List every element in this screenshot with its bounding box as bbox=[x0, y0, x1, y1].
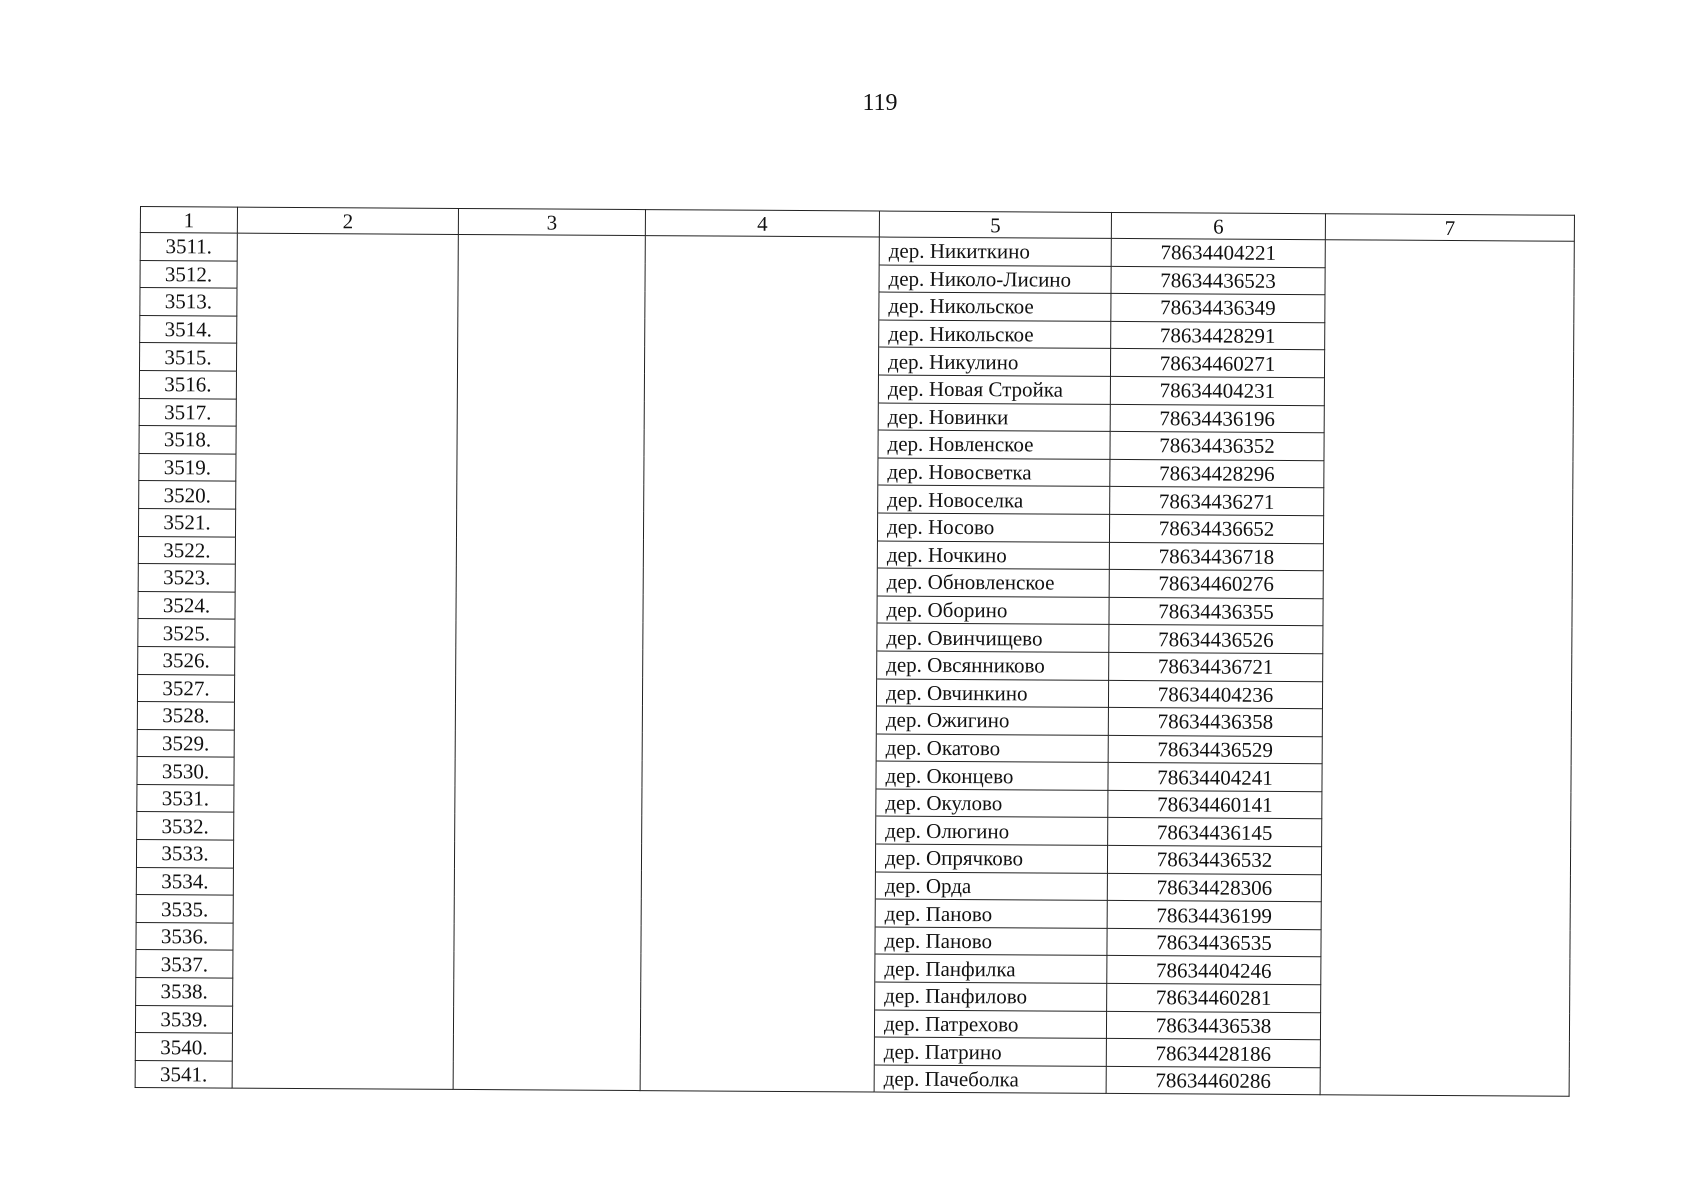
empty-cell-col-4 bbox=[643, 649, 877, 678]
place-name-cell: дер. Овчинкино bbox=[876, 679, 1108, 708]
place-name-cell: дер. Паново bbox=[875, 927, 1107, 956]
place-name-cell: дер. Патрехово bbox=[874, 1010, 1106, 1039]
place-name-cell: дер. Носово bbox=[877, 513, 1109, 542]
row-number-cell: 3538. bbox=[136, 978, 233, 1006]
empty-cell-col-4 bbox=[643, 512, 877, 541]
empty-cell-col-2 bbox=[235, 509, 456, 538]
empty-cell-col-2 bbox=[233, 868, 454, 897]
empty-cell-col-7 bbox=[1322, 736, 1571, 765]
oktmo-code-cell: 78634436538 bbox=[1106, 1011, 1320, 1040]
place-name-cell: дер. Оборино bbox=[877, 596, 1109, 625]
column-header-7: 7 bbox=[1325, 214, 1574, 242]
empty-cell-col-4 bbox=[640, 1008, 874, 1037]
empty-cell-col-3 bbox=[458, 262, 645, 291]
empty-cell-col-7 bbox=[1323, 654, 1572, 683]
empty-cell-col-7 bbox=[1321, 985, 1570, 1014]
empty-cell-col-7 bbox=[1322, 819, 1571, 848]
oktmo-code-cell: 78634404231 bbox=[1110, 376, 1324, 405]
oktmo-code-cell: 78634428186 bbox=[1106, 1039, 1320, 1068]
empty-cell-col-2 bbox=[234, 675, 455, 704]
empty-cell-col-4 bbox=[643, 622, 877, 651]
oktmo-code-cell: 78634436652 bbox=[1109, 514, 1323, 543]
place-name-cell: дер. Обновленское bbox=[877, 568, 1109, 597]
row-number-cell: 3532. bbox=[137, 812, 234, 840]
empty-cell-col-2 bbox=[237, 261, 458, 290]
empty-cell-col-3 bbox=[454, 869, 641, 898]
empty-cell-col-4 bbox=[644, 346, 878, 375]
oktmo-code-cell: 78634436526 bbox=[1109, 625, 1323, 654]
oktmo-code-cell: 78634404236 bbox=[1108, 680, 1322, 709]
oktmo-code-cell: 78634436721 bbox=[1109, 652, 1323, 681]
column-header-4: 4 bbox=[645, 210, 879, 237]
oktmo-code-cell: 78634436271 bbox=[1110, 487, 1324, 516]
empty-cell-col-3 bbox=[455, 731, 642, 760]
empty-cell-col-4 bbox=[642, 815, 876, 844]
empty-cell-col-7 bbox=[1324, 433, 1573, 462]
empty-cell-col-3 bbox=[456, 566, 643, 595]
empty-cell-col-2 bbox=[232, 1061, 453, 1090]
column-header-5: 5 bbox=[879, 211, 1111, 238]
oktmo-code-cell: 78634436532 bbox=[1107, 845, 1321, 874]
empty-cell-col-7 bbox=[1323, 571, 1572, 600]
row-number-cell: 3511. bbox=[140, 233, 237, 261]
empty-cell-col-4 bbox=[645, 236, 879, 265]
row-number-cell: 3541. bbox=[135, 1060, 232, 1088]
oktmo-code-cell: 78634404241 bbox=[1108, 763, 1322, 792]
empty-cell-col-2 bbox=[236, 426, 457, 455]
row-number-cell: 3529. bbox=[137, 729, 234, 757]
oktmo-code-cell: 78634460286 bbox=[1106, 1066, 1320, 1095]
row-number-cell: 3533. bbox=[136, 840, 233, 868]
empty-cell-col-4 bbox=[641, 870, 875, 899]
empty-cell-col-7 bbox=[1325, 267, 1574, 296]
empty-cell-col-3 bbox=[457, 372, 644, 401]
oktmo-code-cell: 78634404221 bbox=[1111, 238, 1325, 267]
empty-cell-col-2 bbox=[233, 895, 454, 924]
row-number-cell: 3536. bbox=[136, 922, 233, 950]
empty-cell-col-3 bbox=[454, 952, 641, 981]
empty-cell-col-3 bbox=[454, 924, 641, 953]
table-body bbox=[135, 233, 1574, 1097]
empty-cell-col-4 bbox=[640, 1063, 874, 1092]
oktmo-code-cell: 78634436355 bbox=[1109, 597, 1323, 626]
empty-cell-col-2 bbox=[232, 1006, 453, 1035]
place-name-cell: дер. Новинки bbox=[878, 403, 1110, 432]
place-name-cell: дер. Олюгино bbox=[876, 816, 1108, 845]
empty-cell-col-3 bbox=[456, 593, 643, 622]
column-header-1: 1 bbox=[140, 207, 237, 234]
empty-cell-col-4 bbox=[642, 732, 876, 761]
empty-cell-col-4 bbox=[643, 594, 877, 623]
empty-cell-col-4 bbox=[642, 760, 876, 789]
place-name-cell: дер. Никиткино bbox=[879, 237, 1111, 266]
place-name-cell: дер. Панфилово bbox=[875, 982, 1107, 1011]
empty-cell-col-7 bbox=[1320, 1040, 1569, 1069]
empty-cell-col-4 bbox=[644, 484, 878, 513]
empty-cell-col-4 bbox=[642, 705, 876, 734]
oktmo-code-cell: 78634460281 bbox=[1107, 983, 1321, 1012]
empty-cell-col-7 bbox=[1324, 460, 1573, 489]
oktmo-code-cell: 78634436529 bbox=[1108, 735, 1322, 764]
empty-cell-col-2 bbox=[234, 813, 455, 842]
empty-cell-col-3 bbox=[457, 483, 644, 512]
empty-cell-col-3 bbox=[454, 979, 641, 1008]
empty-cell-col-3 bbox=[453, 1035, 640, 1064]
place-name-cell: дер. Орда bbox=[875, 872, 1107, 901]
oktmo-code-cell: 78634436199 bbox=[1107, 901, 1321, 930]
empty-cell-col-2 bbox=[235, 647, 456, 676]
oktmo-code-cell: 78634428306 bbox=[1107, 873, 1321, 902]
empty-cell-col-3 bbox=[456, 621, 643, 650]
column-header-2: 2 bbox=[237, 207, 458, 234]
empty-cell-col-7 bbox=[1320, 1012, 1569, 1041]
empty-cell-col-2 bbox=[236, 399, 457, 428]
row-number-cell: 3522. bbox=[138, 536, 235, 564]
oktmo-code-cell: 78634404246 bbox=[1107, 956, 1321, 985]
row-number-cell: 3524. bbox=[138, 591, 235, 619]
empty-cell-col-2 bbox=[236, 343, 457, 372]
empty-cell-col-2 bbox=[234, 702, 455, 731]
oktmo-code-cell: 78634436145 bbox=[1108, 818, 1322, 847]
place-name-cell: дер. Новая Стройка bbox=[878, 375, 1110, 404]
column-header-3: 3 bbox=[458, 208, 645, 235]
empty-cell-col-4 bbox=[644, 456, 878, 485]
empty-cell-col-7 bbox=[1321, 847, 1570, 876]
row-number-cell: 3537. bbox=[136, 950, 233, 978]
place-name-cell: дер. Овинчищево bbox=[877, 623, 1109, 652]
empty-cell-col-2 bbox=[233, 978, 454, 1007]
empty-cell-col-3 bbox=[457, 428, 644, 457]
empty-cell-col-2 bbox=[236, 481, 457, 510]
empty-cell-col-7 bbox=[1324, 350, 1573, 379]
row-number-cell: 3539. bbox=[135, 1005, 232, 1033]
row-number-cell: 3512. bbox=[140, 260, 237, 288]
oktmo-code-cell: 78634436718 bbox=[1109, 542, 1323, 571]
oktmo-code-cell: 78634436535 bbox=[1107, 928, 1321, 957]
empty-cell-col-7 bbox=[1321, 902, 1570, 931]
empty-cell-col-4 bbox=[644, 374, 878, 403]
empty-cell-col-2 bbox=[235, 592, 456, 621]
empty-cell-col-3 bbox=[457, 400, 644, 429]
empty-cell-col-3 bbox=[457, 345, 644, 374]
oktmo-code-cell: 78634436358 bbox=[1108, 708, 1322, 737]
empty-cell-col-4 bbox=[641, 925, 875, 954]
empty-cell-col-2 bbox=[233, 951, 454, 980]
place-name-cell: дер. Патрино bbox=[874, 1037, 1106, 1066]
row-number-cell: 3535. bbox=[136, 895, 233, 923]
row-number-cell: 3516. bbox=[139, 370, 236, 398]
empty-cell-col-3 bbox=[458, 290, 645, 319]
empty-cell-col-2 bbox=[237, 316, 458, 345]
place-name-cell: дер. Николо-Лисино bbox=[879, 265, 1111, 294]
place-name-cell: дер. Никольское bbox=[879, 320, 1111, 349]
empty-cell-col-3 bbox=[455, 676, 642, 705]
row-number-cell: 3518. bbox=[139, 426, 236, 454]
row-number-cell: 3520. bbox=[139, 481, 236, 509]
empty-cell-col-4 bbox=[641, 898, 875, 927]
empty-cell-col-7 bbox=[1323, 516, 1572, 545]
empty-cell-col-3 bbox=[458, 234, 645, 263]
oktmo-code-cell: 78634460141 bbox=[1108, 790, 1322, 819]
row-number-cell: 3519. bbox=[139, 453, 236, 481]
empty-cell-col-7 bbox=[1321, 874, 1570, 903]
oktmo-code-cell: 78634428296 bbox=[1110, 459, 1324, 488]
empty-cell-col-2 bbox=[232, 1033, 453, 1062]
empty-cell-col-3 bbox=[455, 786, 642, 815]
place-name-cell: дер. Опрячково bbox=[875, 844, 1107, 873]
empty-cell-col-2 bbox=[233, 923, 454, 952]
row-number-cell: 3526. bbox=[138, 646, 235, 674]
empty-cell-col-4 bbox=[644, 429, 878, 458]
empty-cell-col-3 bbox=[456, 648, 643, 677]
row-number-cell: 3515. bbox=[139, 343, 236, 371]
empty-cell-col-7 bbox=[1325, 295, 1574, 324]
empty-cell-col-2 bbox=[234, 757, 455, 786]
empty-cell-col-2 bbox=[235, 537, 456, 566]
page-number: 119 bbox=[862, 90, 898, 116]
empty-cell-col-2 bbox=[236, 454, 457, 483]
settlement-table bbox=[135, 206, 1575, 1097]
row-number-cell: 3534. bbox=[136, 867, 233, 895]
row-number-cell: 3523. bbox=[138, 564, 235, 592]
empty-cell-col-7 bbox=[1320, 1068, 1569, 1097]
empty-cell-col-4 bbox=[644, 401, 878, 430]
empty-cell-col-2 bbox=[237, 233, 458, 262]
empty-cell-col-3 bbox=[453, 1062, 640, 1091]
place-name-cell: дер. Овсянниково bbox=[877, 651, 1109, 680]
empty-cell-col-4 bbox=[643, 539, 877, 568]
empty-cell-col-4 bbox=[645, 291, 879, 320]
empty-cell-col-3 bbox=[453, 1007, 640, 1036]
empty-cell-col-3 bbox=[456, 510, 643, 539]
empty-cell-col-4 bbox=[641, 843, 875, 872]
oktmo-code-cell: 78634460271 bbox=[1110, 349, 1324, 378]
settlement-table-wrapper bbox=[135, 206, 1575, 1097]
empty-cell-col-7 bbox=[1323, 598, 1572, 627]
empty-cell-col-2 bbox=[234, 785, 455, 814]
empty-cell-col-7 bbox=[1322, 764, 1571, 793]
empty-cell-col-2 bbox=[235, 564, 456, 593]
empty-cell-col-3 bbox=[455, 704, 642, 733]
place-name-cell: дер. Ночкино bbox=[877, 541, 1109, 570]
row-number-cell: 3513. bbox=[140, 288, 237, 316]
empty-cell-col-2 bbox=[233, 840, 454, 869]
column-header-6: 6 bbox=[1111, 212, 1325, 239]
empty-cell-col-2 bbox=[234, 730, 455, 759]
empty-cell-col-3 bbox=[454, 897, 641, 926]
oktmo-code-cell: 78634428291 bbox=[1111, 321, 1325, 350]
oktmo-code-cell: 78634436349 bbox=[1111, 294, 1325, 323]
row-number-cell: 3540. bbox=[135, 1033, 232, 1061]
row-number-cell: 3517. bbox=[139, 398, 236, 426]
empty-cell-col-3 bbox=[458, 317, 645, 346]
place-name-cell: дер. Новленское bbox=[878, 430, 1110, 459]
place-name-cell: дер. Новосветка bbox=[878, 458, 1110, 487]
empty-cell-col-4 bbox=[641, 981, 875, 1010]
empty-cell-col-7 bbox=[1322, 681, 1571, 710]
empty-cell-col-2 bbox=[235, 619, 456, 648]
oktmo-code-cell: 78634436523 bbox=[1111, 266, 1325, 295]
empty-cell-col-4 bbox=[643, 567, 877, 596]
place-name-cell: дер. Паново bbox=[875, 899, 1107, 928]
row-number-cell: 3527. bbox=[137, 674, 234, 702]
empty-cell-col-4 bbox=[645, 318, 879, 347]
place-name-cell: дер. Оконцево bbox=[876, 761, 1108, 790]
empty-cell-col-7 bbox=[1325, 323, 1574, 352]
row-number-cell: 3530. bbox=[137, 757, 234, 785]
place-name-cell: дер. Новоселка bbox=[878, 485, 1110, 514]
empty-cell-col-7 bbox=[1323, 626, 1572, 655]
empty-cell-col-3 bbox=[454, 841, 641, 870]
empty-cell-col-7 bbox=[1323, 543, 1572, 572]
place-name-cell: дер. Ожигино bbox=[876, 706, 1108, 735]
empty-cell-col-2 bbox=[237, 288, 458, 317]
place-name-cell: дер. Никулино bbox=[878, 347, 1110, 376]
empty-cell-col-7 bbox=[1321, 957, 1570, 986]
row-number-cell: 3514. bbox=[140, 315, 237, 343]
empty-cell-col-4 bbox=[645, 263, 879, 292]
empty-cell-col-2 bbox=[236, 371, 457, 400]
row-number-cell: 3525. bbox=[138, 619, 235, 647]
empty-cell-col-7 bbox=[1324, 378, 1573, 407]
empty-cell-col-3 bbox=[456, 538, 643, 567]
empty-cell-col-3 bbox=[455, 814, 642, 843]
empty-cell-col-7 bbox=[1324, 405, 1573, 434]
place-name-cell: дер. Панфилка bbox=[875, 954, 1107, 983]
empty-cell-col-7 bbox=[1322, 709, 1571, 738]
row-number-cell: 3521. bbox=[138, 508, 235, 536]
empty-cell-col-7 bbox=[1321, 930, 1570, 959]
empty-cell-col-3 bbox=[457, 455, 644, 484]
empty-cell-col-7 bbox=[1324, 488, 1573, 517]
row-number-cell: 3528. bbox=[137, 702, 234, 730]
empty-cell-col-4 bbox=[642, 787, 876, 816]
empty-cell-col-4 bbox=[640, 1036, 874, 1065]
empty-cell-col-7 bbox=[1325, 240, 1574, 269]
place-name-cell: дер. Пачеболка bbox=[874, 1065, 1106, 1094]
place-name-cell: дер. Окулово bbox=[876, 789, 1108, 818]
oktmo-code-cell: 78634460276 bbox=[1109, 570, 1323, 599]
empty-cell-col-4 bbox=[641, 953, 875, 982]
row-number-cell: 3531. bbox=[137, 784, 234, 812]
oktmo-code-cell: 78634436196 bbox=[1110, 404, 1324, 433]
place-name-cell: дер. Окатово bbox=[876, 734, 1108, 763]
empty-cell-col-4 bbox=[642, 677, 876, 706]
oktmo-code-cell: 78634436352 bbox=[1110, 432, 1324, 461]
empty-cell-col-7 bbox=[1322, 792, 1571, 821]
empty-cell-col-3 bbox=[455, 759, 642, 788]
place-name-cell: дер. Никольское bbox=[879, 292, 1111, 321]
